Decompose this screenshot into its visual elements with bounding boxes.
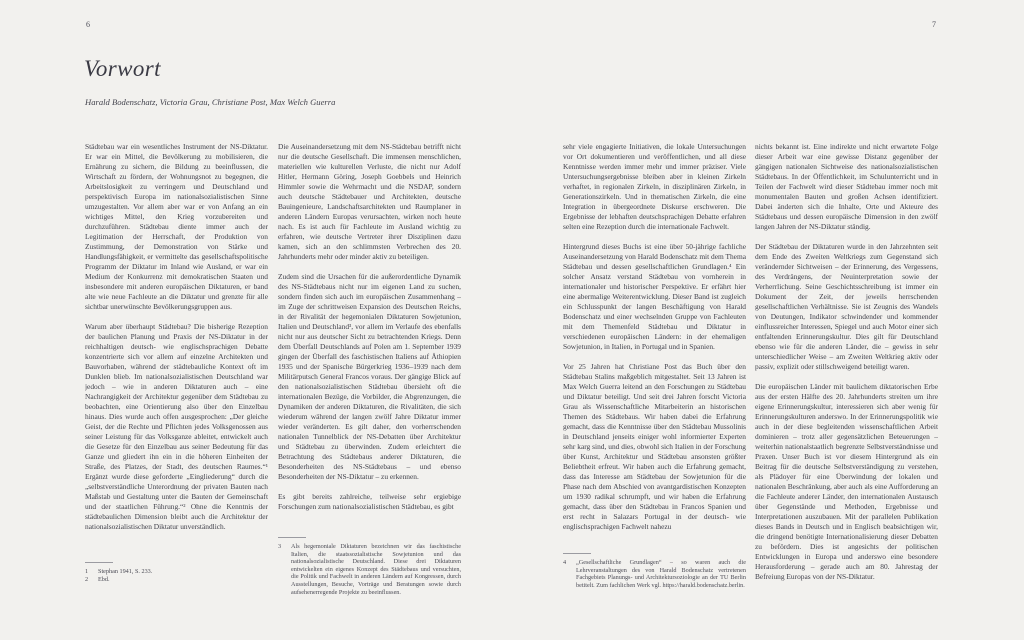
footnote-text: Ebd.	[98, 575, 110, 583]
footnote-text: „Gesellschaftliche Grundlagen“ – so waren auch die Lehrveranstaltungen des von Harald Bodenschatz vertretenen Fachgebiets Planungs- und Architektursoziologie an der TU Berlin betitelt. Zum fachlichen Werk vgl. https://harald.bodenschatz.berlin.	[576, 559, 746, 589]
authors-byline: Harald Bodenschatz, Victoria Grau, Christiane Post, Max Welch Guerra	[85, 97, 336, 107]
paragraph: Warum aber überhaupt Städtebau? Die bisherige Rezeption der baulichen Planung und Praxis der NS-Diktatur in der reichhaltigen deutsch- wie englischsprachigen Debatte konzentrierte sich vor allem auf einzelne Architekten und Bauvorhaben, während der städtebauliche Kontext oft im Dunklen blieb. Im nationalsozialistischen Deutschland war jedoch – wie in anderen Diktaturen auch – eine Nachrangigkeit der Architektur gegenüber dem Städtebau zu beobachten, eine Orientierung also über den Einzelbau hinaus. Dies wurde auch offen ausgesprochen: „Der gleiche Geist, der die Rechte und Pflichten jedes Volksgenossen aus seiner Leistung für das Volksganze ableitet, entwickelt auch die Gesetze für den Einzelbau aus seiner Bedeutung für das Ganze und gliedert ihn ein in die höheren Einheiten der Straße, des Platzes, der Stadt, des deutschen Raumes.“¹ Ergänzt wurde diese geforderte „Eingliederung“ durch die „selbstverständliche Unterordnung der privaten Bauten nach Maßstab und Gestaltung unter die Bauten der Gemeinschaft und der staatlichen Führung.“² Ohne die Kenntnis der städtebaulichen Dimension bleibt auch die Architektur der nationalsozialistischen Diktatur unverständlich.	[85, 322, 268, 531]
paragraph: Es gibt bereits zahlreiche, teilweise sehr ergiebige Forschungen zum nationalsozialistischen Städtebau, es gibt	[278, 492, 461, 511]
text-column-4	[755, 142, 938, 582]
page-number-left: 6	[86, 20, 90, 29]
paragraph: Die Auseinandersetzung mit dem NS-Städtebau betrifft nicht nur die deutsche Gesellschaft. Die immensen menschlichen, materiellen wie kulturellen Verluste, die nicht nur Adolf Hitler, Hermann Göring, Joseph Goebbels und Heinrich Himmler sowie die Wehrmacht und die NSDAP, sondern auch deutsche Städtebauer und Architekten, deutsche Bauingenieure, Landschaftsarchitekten und Raumplaner in anderen Ländern Europas verursachten, wirken noch heute nach. Es ist auch für Fachleute im Ausland wichtig zu erfahren, wie deutsche Vertreter ihrer Disziplinen dazu kamen, sich an den schlimmsten Verbrechen des 20. Jahrhunderts mehr oder minder aktiv zu beteiligen.	[278, 142, 461, 261]
chapter-title: Vorwort	[84, 56, 161, 81]
paragraph: Der Städtebau der Diktaturen wurde in den Jahrzehnten seit dem Ende des Zweiten Weltkriegs zum Gegenstand sich verändernder Sichtweisen – der Erinnerung, des Vergessens, des Verdrängens, der Neuinterpretation sowie der Verherrlichung. Seine Geschichtsschreibung ist immer ein Dokument der Zeit, der jeweils herrschenden gesellschaftlichen Verhältnisse. Sie ist Zeugnis des Wandels von Deutungen, Indikator schwindender und kommender einflussreicher Interessen, Spiegel und auch Motor einer sich entfaltenden Erinnerungskultur. Dies gilt für Deutschland ebenso wie für die anderen Länder, die – gewiss in sehr unterschiedlicher Weise – am Zweiten Weltkrieg aktiv oder passiv, explizit oder stillschweigend beteiligt waren.	[755, 242, 938, 371]
footnote-rule	[85, 562, 113, 563]
footnote-text: Stephan 1941, S. 233.	[98, 568, 153, 575]
footnote	[278, 543, 461, 596]
page-number-right: 7	[932, 20, 936, 29]
footnotes-column-1	[85, 562, 268, 583]
text-column-3	[563, 142, 746, 547]
paragraph: Hintergrund dieses Buchs ist eine über 50-jährige fachliche Auseinandersetzung von Harald Bodenschatz mit dem Thema Städtebau und dessen gesellschaftlichen Grundlagen.⁴ Ein solcher Ansatz verstand Städtebau von vornherein in internationaler und historischer Perspektive. Er erfährt hier eine abermalige Weiterentwicklung. Dieser Band ist zugleich ein Schlusspunkt der langen Beschäftigung von Harald Bodenschatz und einer wechselnden Gruppe von Fachleuten mit dem Themenfeld Städtebau und Diktatur in verschiedenen europäischen Ländern: in der ehemaligen Sowjetunion, in Italien, in Portugal und in Spanien.	[563, 242, 746, 351]
footnote-number: 1	[85, 568, 89, 575]
footnote	[85, 568, 268, 576]
paragraph: Die europäischen Länder mit baulichem diktatorischen Erbe aus der ersten Hälfte des 20. Jahrhunderts streiten um ihre eigene Erinnerungskultur, interessieren sich aber wenig für Erinnerungskulturen anderswo. In der Erinnerungspolitik wie auch in der diese begleitenden wissenschaftlichen Arbeit dominieren – trotz aller gegensätzlichen Beteuerungen – weiterhin nationalstaatlich begrenzte Selbstverständnisse und Praxen. Unser Buch ist vor diesem Hintergrund als ein Beitrag für die deutsche Selbstverständigung zu verstehen, als Plädoyer für eine Überwindung der lokalen und nationalen Beschränkung, aber auch als eine Aufforderung an die Fachleute anderer Länder, den internationalen Austausch über Gegenstände und Methoden, Ergebnisse und Interpretationen auszubauen. Mit der parallelen Publikation dieses Bands in Deutsch und in Englisch beabsichtigen wir, die dringend benötigte Internationalisierung dieser Debatten zu befördern. Dies ist angesichts der politischen Entwicklungen in Europa und anderswo eine besondere Herausforderung – gerade auch am 80. Jahrestag der Befreiung Europas von der NS-Diktatur.	[755, 382, 938, 581]
footnote	[563, 559, 746, 589]
paragraph: Zudem sind die Ursachen für die außerordentliche Dynamik des NS-Städtebaus nicht nur im eigenen Land zu suchen, sondern finden sich auch im europäischen Zusammenhang – im Zuge der schrittweisen Expansion des Deutschen Reichs, in der Rivalität der hegemonialen Diktaturen Sowjetunion, Italien und Deutschland³, vor allem im Verlaufe des ebenfalls nicht nur aus deutscher Sicht zu betrachtenden Kriegs. Denn dem Überfall Deutschlands auf Polen am 1. September 1939 gingen der Überfall des faschistischen Italiens auf Äthiopien 1935 und der Spanische Bürgerkrieg 1936–1939 nach dem Militärputsch General Francos voraus. Der gängige Blick auf den nationalsozialistischen Städtebau übersieht oft die internationalen Bezüge, die Vorbilder, die Abgrenzungen, die Dynamiken der anderen Diktaturen, die Rivalitäten, die sich wiederum während der langen zwölf Jahre Diktatur immer wieder veränderten. Es gilt daher, den vorherrschenden nationalen Tunnelblick der NS-Debatten über Architektur und Städtebau zu überwinden. Zudem erleichtert die Betrachtung des Städtebaus anderer Diktaturen, die Besonderheiten des NS-Städtebaus – und ebenso Besonderheiten der NS-Diktatur – zu erkennen.	[278, 272, 461, 481]
footnote-text: Als hegemoniale Diktaturen bezeichnen wir das faschistische Italien, die staatssozialistische Sowjetunion und das nationalsozialistische Deutschland. Diese drei Diktaturen entwickelten ein eigenes Konzept des Städtebaus und versuchten, die Politik und Fachwelt in anderen Ländern auf Kongressen, durch Ausstellungen, Besuche, Vorträge und Beratungen sowie durch aufsehenerregende Projekte zu beeinflussen.	[291, 543, 461, 596]
footnotes-column-3	[563, 553, 746, 589]
footnote-rule	[563, 553, 591, 554]
paragraph: Vor 25 Jahren hat Christiane Post das Buch über den Städtebau Stalins maßgeblich mitgestaltet. Seit 13 Jahren ist Max Welch Guerra leitend an den Forschungen zu Städtebau und Diktatur beteiligt. Und seit drei Jahren forscht Victoria Grau als Wissenschaftliche Mitarbeiterin an historischen Themen des Städtebaus. Wir haben dabei die Erfahrung gemacht, dass die Kenntnisse über den Städtebau Mussolinis in Deutschland jenseits einiger wohl informierter Experten sehr karg sind, und dies, obwohl sich Italien in der Forschung über Kunst, Architektur und Städtebau ansonsten größter Beliebtheit erfreut. Wir haben auch die Erfahrung gemacht, dass das Interesse am Städtebau der Sowjetunion für die Phase nach dem Abschied von avantgardistischen Konzepten um 1930 radikal schrumpft, und wir haben die Erfahrung gemacht, dass über den Städtebau in Francos Spanien und erst recht in Salazars Portugal in der deutsch- wie englischsprachigen Fachwelt nahezu	[563, 362, 746, 531]
footnote-number: 2	[85, 575, 89, 583]
paragraph: Städtebau war ein wesentliches Instrument der NS-Diktatur. Er war ein Mittel, die Bevölkerung zu mobilisieren, die Ernährung zu sichern, die Bildung zu beeinflussen, die Wirtschaft zu fördern, der Wohnungsnot zu begegnen, die Arbeitslosigkeit zu verringern und Deutschland und perspektivisch Europa im nationalsozialistischen Sinne umzugestalten. Vor allem aber war er von Anfang an ein wichtiges Mittel, den Krieg vorzubereiten und durchzuführen. Städtebau diente immer auch der Legitimation der Herrschaft, der Produktion von Zustimmung, der Demonstration von Stärke und Handlungsfähigkeit, er vermittelte das gesellschaftspolitische Programm der Diktatur im Inland wie Ausland, er war ein Medium der Konkurrenz mit demokratischen Staaten und insbesondere mit anderen europäischen Diktaturen, er band alte wie neue Fachleute an die Diktatur und grenzte für alle sichtbar unerwünschte Bevölkerungsgruppen aus.	[85, 142, 268, 311]
footnote-number: 3	[278, 543, 282, 550]
text-column-1	[85, 142, 268, 557]
paragraph: sehr viele engagierte Initiativen, die lokale Untersuchungen vor Ort dokumentieren und veröffentlichen, und all diese Kenntnisse werden immer mehr und immer präziser. Viele Untersuchungsergebnisse bleiben aber in kleinen Zirkeln verhaftet, in regionalen Zirkeln, in disziplinären Zirkeln, in Generationszirkeln. Und in thematischen Zirkeln, die eine Integration in übergeordnete Diskurse erschweren. Die Ergebnisse der lebhaften deutschsprachigen Debatte erfahren selten eine Rezeption durch die internationale Fachwelt.	[563, 142, 746, 231]
text-column-2	[278, 142, 461, 534]
footnote	[85, 576, 268, 584]
footnote-rule	[278, 537, 306, 538]
footnote-number: 4	[563, 559, 567, 566]
paragraph: nichts bekannt ist. Eine indirekte und nicht erwartete Folge dieser Arbeit war eine gewisse Distanz gegenüber der gängigen nationalen Sichtweise des nationalsozialistischen Städtebaus. In der Öffentlichkeit, im Schulunterricht und in Teilen der Fachwelt wird dieser Städtebau immer noch mit monumentalen Bauten und großen Achsen identifiziert. Dabei änderten sich die Inhalte, Orte und Akteure des Städtebaus und dessen europäische Dimension in den zwölf langen Jahren der NS-Diktatur ständig.	[755, 142, 938, 231]
footnotes-column-2	[278, 537, 461, 596]
